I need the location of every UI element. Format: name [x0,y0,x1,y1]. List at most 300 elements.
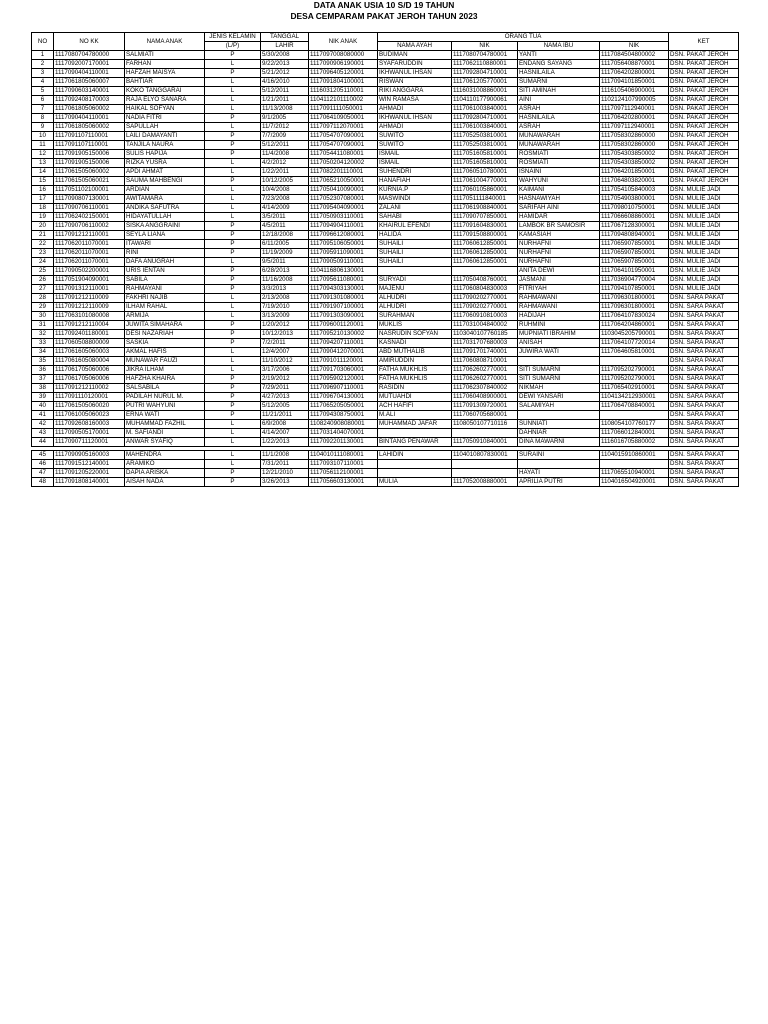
no-kk: 1117091312110001 [54,285,125,294]
nik-ayah: 1117060910810003 [452,312,518,321]
nama-ayah: MUKLIS [378,321,452,330]
nama-anak: FARHAN [125,60,205,69]
nama-ayah: ALHUDRI [378,294,452,303]
keterangan: DSN. SARA PAKAT [669,312,739,321]
table-row [32,51,739,60]
no-kk: 1117063101080008 [54,312,125,321]
nama-ibu: SALAMIYAH [518,402,600,411]
nama-ayah [378,469,452,478]
keterangan: DSN. PAKAT JEROH [669,177,739,186]
row-no: 36 [32,366,54,375]
tanggal-lahir: 11/16/2008 [261,276,309,285]
nama-ayah: AHMADI [378,123,452,132]
row-no: 41 [32,411,54,420]
jenis-kelamin: P [205,285,261,294]
nik-ibu: 1117066012840001 [600,429,669,438]
nik-ibu: 1117094101850001 [600,78,669,87]
row-no: 20 [32,222,54,231]
tanggal-lahir: 7/31/2011 [261,460,309,469]
tanggal-lahir: 9/1/2005 [261,114,309,123]
nama-ibu: FITRIYAH [518,285,600,294]
row-no: 29 [32,303,54,312]
header-no-kk: NO KK [54,33,125,51]
document-subtitle: DESA CEMPARAM PAKAT JEROH TAHUN 2023 [290,11,478,21]
nik-ibu: 1117084504800002 [600,51,669,60]
nik-ayah: 1117090707850001 [452,213,518,222]
nama-ayah: SAHABI [378,213,452,222]
tanggal-lahir: 3/5/2011 [261,213,309,222]
nama-anak: SAPULLAH [125,123,205,132]
row-no: 6 [32,96,54,105]
row-no: 4 [32,78,54,87]
tanggal-lahir: 3/26/2013 [261,478,309,487]
no-kk: 1117061705060006 [54,375,125,384]
nik-ayah: 1103040107760185 [452,330,518,339]
nama-ibu: AINI [518,96,600,105]
nama-ayah: MUTUAHDI [378,393,452,402]
nik-anak: 1117094207110001 [309,339,378,348]
no-kk: 1117062011070001 [54,258,125,267]
tanggal-lahir: 9/5/2011 [261,258,309,267]
nik-ayah: 1117060510780001 [452,168,518,177]
tanggal-lahir: 11/1/2008 [261,451,309,460]
nama-anak: BAHTIAR [125,78,205,87]
nik-ayah: 1117062602770001 [452,375,518,384]
row-no: 22 [32,240,54,249]
row-no: 14 [32,168,54,177]
nik-anak: 1117082201110001 [309,168,378,177]
nik-ayah: 1117052008880001 [452,478,518,487]
row-no: 32 [32,330,54,339]
no-kk: 1117090502200001 [54,267,125,276]
nik-ayah: 1117060705680001 [452,411,518,420]
row-no: 11 [32,141,54,150]
nama-ibu: ANISAH [518,339,600,348]
jenis-kelamin: L [205,451,261,460]
jenis-kelamin: L [205,87,261,96]
keterangan: DSN. MULIE JADI [669,276,739,285]
nama-ayah: ALHUDRI [378,303,452,312]
nama-anak: ANDIKA SAFUTRA [125,204,205,213]
nama-ayah: M.ALI [378,411,452,420]
nik-anak: 1117052307080001 [309,195,378,204]
nik-ayah: 1117051111840001 [452,195,518,204]
nama-anak: URIS IENTAN [125,267,205,276]
nama-ibu: HADIJAH [518,312,600,321]
nama-anak: HAIKAL SOFYAN [125,105,205,114]
no-kk: 1117092608160003 [54,420,125,429]
nama-anak: JUWITA SIMAHARA [125,321,205,330]
nik-ibu: 1102124107990005 [600,96,669,105]
nik-ibu: 1117065907850001 [600,240,669,249]
nama-anak: RIZKA YUSRA [125,159,205,168]
no-kk: 1117061705060006 [54,366,125,375]
nama-ayah: SYAFARUDDIN [378,60,452,69]
nama-ayah: SUWITO [378,132,452,141]
no-kk: 1117092401180001 [54,330,125,339]
nik-ayah: 1117061004770001 [452,177,518,186]
table-row [32,469,739,478]
nama-ibu: ASRAH [518,105,600,114]
nama-ibu: JASMANI [518,276,600,285]
keterangan: DSN. SARA PAKAT [669,330,739,339]
keterangan: DSN. PAKAT JEROH [669,69,739,78]
nik-ibu: 1104134212930001 [600,393,669,402]
row-no: 48 [32,478,54,487]
table-row [32,429,739,438]
keterangan: DSN. SARA PAKAT [669,366,739,375]
row-no: 24 [32,258,54,267]
row-no: 26 [32,276,54,285]
nama-anak: DESI NAZARIAH [125,330,205,339]
nik-ibu: 1117036904770004 [600,276,669,285]
nik-ibu: 1117094107850001 [600,285,669,294]
header-nama-anak: NAMA ANAK [125,33,205,51]
nama-anak: PUTRI WAHYUNI [125,402,205,411]
nama-ayah: WIN RAMASA [378,96,452,105]
no-kk: 1117091512140001 [54,460,125,469]
nama-anak: SAUMA MAHBENGI [125,177,205,186]
jenis-kelamin: P [205,411,261,420]
table-row [32,231,739,240]
nik-ayah: 1117060808710001 [452,357,518,366]
nama-ayah: FATHA MUKHLIS [378,375,452,384]
keterangan: DSN. SARA PAKAT [669,478,739,487]
nama-ayah: KASNADI [378,339,452,348]
nama-ibu: NURHAFNI [518,240,600,249]
nik-ibu: 1117054303850002 [600,150,669,159]
keterangan: DSN. SARA PAKAT [669,429,739,438]
keterangan: DSN. SARA PAKAT [669,303,739,312]
nik-ibu: 1117064202800001 [600,69,669,78]
nama-ibu: ANITA DEWI [518,267,600,276]
keterangan: DSN. SARA PAKAT [669,339,739,348]
table-row [32,60,739,69]
tanggal-lahir: 5/21/2012 [261,69,309,78]
tanggal-lahir: 6/11/2005 [261,240,309,249]
jenis-kelamin: P [205,267,261,276]
tanggal-lahir: 12/4/2007 [261,348,309,357]
table-row [32,420,739,429]
jenis-kelamin: L [205,438,261,447]
no-kk: 1117090404110001 [54,69,125,78]
nik-anak: 1117096001120001 [309,321,378,330]
nik-ibu: 1117098010750001 [600,204,669,213]
nama-anak: HIDAYATULLAH [125,213,205,222]
jenis-kelamin: P [205,276,261,285]
nik-anak: 1117031404070001 [309,429,378,438]
table-row [32,222,739,231]
nik-ibu: 1117064107830024 [600,312,669,321]
tanggal-lahir: 1/21/2011 [261,96,309,105]
nama-anak: MUHAMMAD FAZHIL [125,420,205,429]
nama-ayah: SURAHMAN [378,312,452,321]
no-kk: 1117091107110001 [54,132,125,141]
nama-ayah: NASRUDIN SOFYAN [378,330,452,339]
tanggal-lahir: 11/21/2011 [261,411,309,420]
tanggal-lahir: 10/12/2005 [261,177,309,186]
keterangan: DSN. PAKAT JEROH [669,150,739,159]
nama-ibu: YANTI [518,51,600,60]
nama-anak: SULIS HAPIJA [125,150,205,159]
nama-ibu: SITI AMINAH [518,87,600,96]
nik-ayah: 1117031707680003 [452,339,518,348]
tanggal-lahir: 11/13/2008 [261,105,309,114]
nama-ayah: MAJENU [378,285,452,294]
nama-anak: RAJA ELYO SANARA [125,96,205,105]
keterangan: DSN. SARA PAKAT [669,469,739,478]
header-jenis-kelamin: JENIS KELAMIN [205,33,261,42]
nik-ibu: 1117064708840001 [600,402,669,411]
nik-ayah: 1116031008860001 [452,87,518,96]
jenis-kelamin: L [205,312,261,321]
nik-anak: 1117091804100001 [309,78,378,87]
keterangan: DSN. MULIE JADI [669,249,739,258]
nik-ayah [452,267,518,276]
jenis-kelamin: P [205,469,261,478]
nik-anak: 1117094904110001 [309,222,378,231]
row-no: 33 [32,339,54,348]
keterangan: DSN. MULIE JADI [669,240,739,249]
nama-ayah: IKHWANUL IHSAN [378,114,452,123]
nik-ibu: 1117067128300001 [600,222,669,231]
jenis-kelamin: L [205,357,261,366]
nik-anak: 1117090906190001 [309,60,378,69]
tanggal-lahir: 5/12/2005 [261,402,309,411]
nama-anak: ILHAM RAHAL [125,303,205,312]
table-row [32,384,739,393]
tanggal-lahir: 4/16/2010 [261,78,309,87]
jenis-kelamin: P [205,177,261,186]
nik-anak: 1117096704130001 [309,393,378,402]
table-row [32,303,739,312]
jenis-kelamin: P [205,384,261,393]
jenis-kelamin: L [205,429,261,438]
row-no: 40 [32,402,54,411]
nik-ibu: 1117065907850001 [600,258,669,267]
row-no: 28 [32,294,54,303]
jenis-kelamin: L [205,460,261,469]
tanggal-lahir: 7/2/2011 [261,339,309,348]
table-row [32,195,739,204]
tanggal-lahir: 4/14/2007 [261,429,309,438]
nik-anak: 1117090509110001 [309,258,378,267]
table-row [32,285,739,294]
row-no: 19 [32,213,54,222]
nik-ibu: 1117064202800001 [600,114,669,123]
jenis-kelamin: L [205,123,261,132]
nik-ayah: 1117051605810001 [452,159,518,168]
nama-ayah: RIKI ANGGARA [378,87,452,96]
tanggal-lahir: 4/2/2012 [261,159,309,168]
no-kk: 1117061505060002 [54,168,125,177]
nama-ayah: RASIDIN [378,384,452,393]
nama-anak: DAPIA ARISKA [125,469,205,478]
table-row [32,460,739,469]
nik-ayah: 1117091309720001 [452,402,518,411]
nama-ayah: MASWINDI [378,195,452,204]
nik-ayah [452,469,518,478]
nik-ayah: 1117091508800001 [452,231,518,240]
keterangan: DSN. SARA PAKAT [669,411,739,420]
nama-ibu: RUHMINI [518,321,600,330]
nik-ibu [600,460,669,469]
nik-ayah: 1117062110880001 [452,60,518,69]
nama-ibu: HASNILAILA [518,114,600,123]
row-no: 8 [32,114,54,123]
header-orang-tua: ORANG TUA [378,33,669,42]
table-row [32,132,739,141]
keterangan: DSN. PAKAT JEROH [669,123,739,132]
jenis-kelamin: P [205,240,261,249]
nik-anak: 1117091703060001 [309,366,378,375]
table-row [32,267,739,276]
nama-anak: TANJILA NAURA [125,141,205,150]
nama-ibu [518,460,600,469]
nama-ibu: RAHMAWANI [518,294,600,303]
tanggal-lahir: 3/13/2009 [261,312,309,321]
nama-ayah: RISWAN [378,78,452,87]
row-no: 45 [32,451,54,460]
nama-anak: KOKO TANGGARAI [125,87,205,96]
nama-ibu: DINA MAWARNI [518,438,600,447]
nama-ibu: MUNAWARAH [518,141,600,150]
no-kk: 1117090807130001 [54,195,125,204]
row-no: 3 [32,69,54,78]
no-kk: 1117092007170001 [54,60,125,69]
nik-anak: 1117054411080001 [309,150,378,159]
nama-anak: ERNA WATI [125,411,205,420]
row-no: 35 [32,357,54,366]
header-tanggal-sub: LAHIR [261,42,309,51]
keterangan: DSN. SARA PAKAT [669,375,739,384]
keterangan: DSN. MULIE JADI [669,267,739,276]
table-row [32,339,739,348]
nik-ayah: 1117092804710001 [452,69,518,78]
row-no: 34 [32,348,54,357]
document-header [0,0,768,22]
nik-ayah: 1117092804710001 [452,114,518,123]
tanggal-lahir: 11/10/2012 [261,357,309,366]
table-row [32,312,739,321]
header-nik-anak: NIK ANAK [309,33,378,51]
no-kk: 1117061505060020 [54,402,125,411]
keterangan: DSN. SARA PAKAT [669,460,739,469]
keterangan: DSN. SARA PAKAT [669,420,739,429]
nik-anak: 1117097008080000 [309,51,378,60]
jenis-kelamin: P [205,330,261,339]
row-no: 44 [32,438,54,447]
no-kk: 1117060508800009 [54,339,125,348]
tanggal-lahir: 3/17/2006 [261,366,309,375]
jenis-kelamin: L [205,258,261,267]
nik-ayah: 1108050107710116 [452,420,518,429]
nik-ayah: 1117062307840002 [452,384,518,393]
nama-anak: SASKIA [125,339,205,348]
nik-ibu: 1117064107720014 [600,339,669,348]
nik-ibu: 1117095202790001 [600,366,669,375]
nama-ayah: ACH HAFIFI [378,402,452,411]
nik-ibu: 1116016705880002 [600,438,669,447]
table-row [32,478,739,487]
jenis-kelamin: P [205,402,261,411]
no-kk: 1117091212110002 [54,384,125,393]
nama-ayah [378,267,452,276]
tanggal-lahir: 1/20/2012 [261,321,309,330]
no-kk: 1117061805060007 [54,78,125,87]
row-no: 1 [32,51,54,60]
table-row [32,150,739,159]
table-body [32,51,739,487]
nik-ayah: 1117050910840001 [452,438,518,447]
no-kk: 1117061605060003 [54,348,125,357]
no-kk: 1117061005060023 [54,411,125,420]
nik-anak: 1117095911090001 [309,249,378,258]
nama-ibu: APRILIA PUTRI [518,478,600,487]
nik-anak: 1117091111050001 [309,105,378,114]
no-kk: 1117091808140001 [54,478,125,487]
data-table [31,32,739,487]
nama-ayah: KHAIRUL EFENDI [378,222,452,231]
nik-anak: 1117050410090001 [309,186,378,195]
row-no: 43 [32,429,54,438]
no-kk: 1117090505170001 [54,429,125,438]
header-nama-ibu: NAMA IBU [518,42,600,51]
nik-anak: 1117094308750001 [309,411,378,420]
header-tanggal: TANGGAL [261,33,309,42]
nama-anak: SISKA ANGGRAINI [125,222,205,231]
nama-anak: PADILAH NURUL M. [125,393,205,402]
tanggal-lahir: 6/28/2013 [261,267,309,276]
nik-ibu: 1117054105840003 [600,186,669,195]
nama-anak: LAILI DAMAYANTI [125,132,205,141]
table-row [32,177,739,186]
no-kk: 1117061505060021 [54,177,125,186]
nama-ayah: BUDIMAN [378,51,452,60]
nama-anak: RAHMAYANI [125,285,205,294]
tanggal-lahir: 12/21/2010 [261,469,309,478]
row-no: 37 [32,375,54,384]
no-kk: 1117091212110009 [54,294,125,303]
no-kk: 1117092408170003 [54,96,125,105]
nama-ayah: ISMAIL [378,159,452,168]
nik-ayah: 1117060105860001 [452,186,518,195]
nama-ibu: DAHNIAR [518,429,600,438]
nama-anak: APDI AHMAT [125,168,205,177]
nama-ibu: HAYATI [518,469,600,478]
nama-anak: SALMIATI [125,51,205,60]
nama-ayah [378,460,452,469]
nik-ibu: 1117065402910001 [600,384,669,393]
jenis-kelamin: L [205,159,261,168]
nama-ayah: HALIDA [378,231,452,240]
jenis-kelamin: L [205,96,261,105]
tanggal-lahir: 4/14/2009 [261,204,309,213]
tanggal-lahir: 10/4/2008 [261,186,309,195]
nama-ibu: SUNNIATI [518,420,600,429]
nama-ayah: ZALANI [378,204,452,213]
nik-ayah: 1117091604830001 [452,222,518,231]
nama-ayah: FATHA MUKHLIS [378,366,452,375]
nama-ibu: WAHYUNI [518,177,600,186]
nik-ibu: 1117056408870001 [600,60,669,69]
row-no: 15 [32,177,54,186]
jenis-kelamin: L [205,294,261,303]
jenis-kelamin: L [205,213,261,222]
no-kk: 1117061805060002 [54,123,125,132]
jenis-kelamin: P [205,51,261,60]
row-no: 23 [32,249,54,258]
